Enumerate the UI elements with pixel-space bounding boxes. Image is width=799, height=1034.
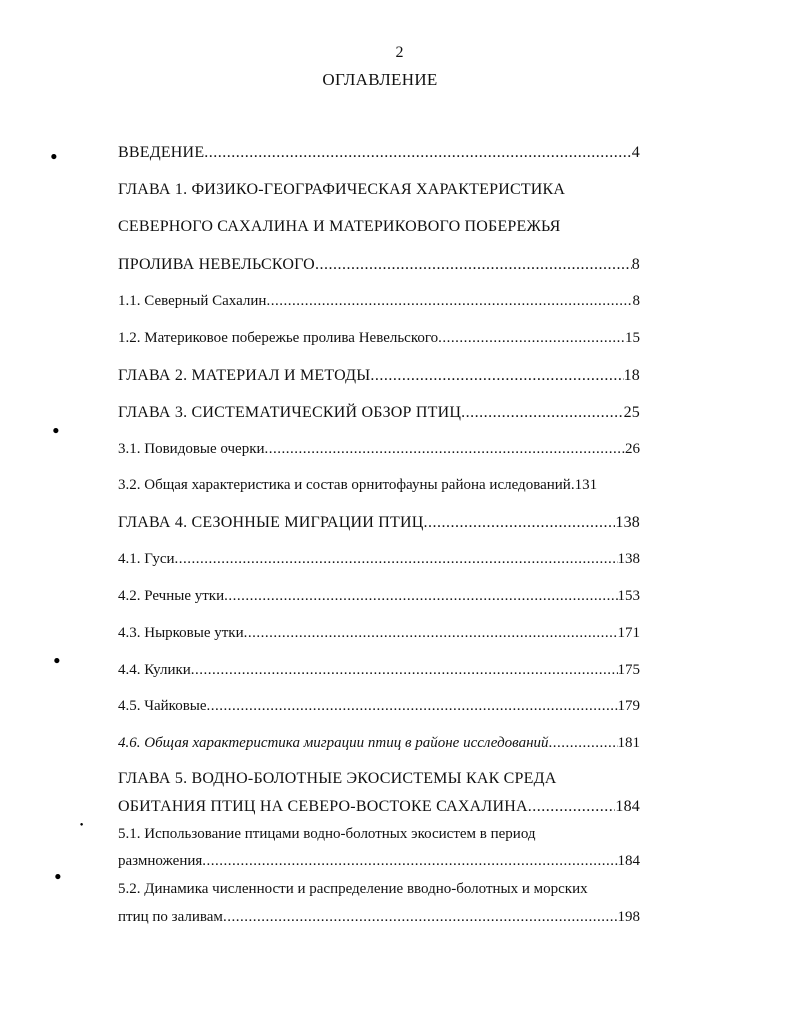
toc-entry-label: ГЛАВА 3. СИСТЕМАТИЧЕСКИЙ ОБЗОР ПТИЦ [118, 404, 462, 421]
toc-entry-label: 3.2. Общая характеристика и состав орнитофауны района иследований. [118, 477, 575, 493]
toc-chapter-5[interactable] [118, 798, 640, 816]
toc-page-number: 18 [623, 367, 640, 384]
toc-chapter-1-line-2[interactable]: СЕВЕРНОГО САХАЛИНА И МАТЕРИКОВОГО ПОБЕРЕЖЬЯ [118, 218, 561, 235]
toc-page-number: 138 [615, 514, 640, 531]
toc-section-5-1-line-1[interactable]: 5.1. Использование птицами водно-болотных экосистем в период [118, 826, 536, 842]
toc-section-3-2[interactable] [118, 477, 640, 494]
toc-page-number: 25 [623, 404, 640, 421]
toc-entry-label: 1.2. Материковое побережье пролива Невельского [118, 330, 439, 346]
toc-entry-label: ПРОЛИВА НЕВЕЛЬСКОГО [118, 256, 315, 273]
dot-leader [423, 514, 615, 532]
toc-page-number: 198 [617, 909, 640, 925]
dot-leader [202, 853, 617, 870]
toc-section-4-5[interactable] [118, 698, 640, 715]
toc-entry-label: 4.1. Гуси [118, 551, 175, 567]
toc-page-number: 8 [631, 256, 640, 273]
toc-chapter-4[interactable] [118, 514, 640, 532]
toc-section-1-1[interactable] [118, 293, 640, 310]
toc-page-number: 181 [617, 735, 640, 751]
toc-entry-label: размножения [118, 853, 203, 869]
scan-mark: ● [49, 422, 62, 438]
toc-section-4-3[interactable] [118, 625, 640, 642]
toc-section-3-1[interactable] [118, 441, 640, 458]
toc-entry-label: 3.1. Повидовые очерки [118, 441, 265, 457]
toc-section-5-2-line-1[interactable]: 5.2. Динамика численности и распределение вводно-болотных и морских [118, 881, 588, 897]
dot-leader [265, 441, 625, 458]
dot-leader [266, 293, 632, 310]
scan-mark: ● [50, 652, 63, 668]
toc-page-number: 171 [617, 625, 640, 641]
dot-leader [244, 625, 618, 642]
dot-leader [207, 698, 618, 715]
toc-entry-label: ГЛАВА 4. СЕЗОННЫЕ МИГРАЦИИ ПТИЦ [118, 514, 424, 531]
toc-section-5-2[interactable] [118, 909, 640, 926]
toc-entry-label: 4.2. Речные утки [118, 588, 225, 604]
toc-page-number: 15 [625, 330, 640, 346]
scan-mark: ● [47, 148, 60, 164]
toc-entry-label: ВВЕДЕНИЕ [118, 144, 205, 161]
toc-entry-introduction[interactable] [118, 144, 640, 162]
dot-leader [223, 909, 618, 926]
page-number: 2 [395, 44, 404, 61]
toc-entry-label: 4.5. Чайковые [118, 698, 207, 714]
toc-entry-label: птиц по заливам [118, 909, 223, 925]
toc-section-4-4[interactable] [118, 662, 640, 679]
toc-page-number: 184 [617, 853, 640, 869]
toc-section-5-1[interactable] [118, 853, 640, 870]
toc-entry-label: ОБИТАНИЯ ПТИЦ НА СЕВЕРО-ВОСТОКЕ САХАЛИНА [118, 798, 528, 815]
toc-page-number: 8 [632, 293, 640, 309]
toc-entry-label: ГЛАВА 2. МАТЕРИАЛ И МЕТОДЫ [118, 367, 371, 384]
toc-page-number: 184 [615, 798, 640, 815]
toc-chapter-1-line-1[interactable]: ГЛАВА 1. ФИЗИКО-ГЕОГРАФИЧЕСКАЯ ХАРАКТЕРИСТИКА [118, 181, 566, 198]
dot-leader [224, 588, 617, 605]
toc-chapter-5-line-1[interactable]: ГЛАВА 5. ВОДНО-БОЛОТНЫЕ ЭКОСИСТЕМЫ КАК СРЕДА [118, 770, 557, 787]
toc-entry-label: 4.3. Нырковые утки [118, 625, 244, 641]
toc-section-4-1[interactable] [118, 551, 640, 568]
toc-page-number: 4 [631, 144, 640, 161]
toc-chapter-2[interactable] [118, 367, 640, 385]
dot-leader [315, 256, 632, 274]
toc-page-number: 26 [625, 441, 640, 457]
toc-page-number: 153 [617, 588, 640, 604]
dot-leader [549, 735, 618, 752]
toc-chapter-1[interactable] [118, 256, 640, 274]
dot-leader [461, 404, 624, 422]
toc-page-number: 131 [574, 477, 598, 493]
page-title: ОГЛАВЛЕНИЕ [322, 70, 438, 89]
toc-page-number: 175 [617, 662, 640, 678]
scan-mark: ● [51, 868, 64, 884]
dot-leader [528, 798, 616, 816]
toc-page-number: 138 [617, 551, 640, 567]
dot-leader [438, 330, 625, 347]
toc-entry-label: 4.6. Общая характеристика миграции птиц в районе исследований [118, 735, 549, 751]
dot-leader [175, 551, 618, 568]
toc-entry-label: 1.1. Северный Сахалин [118, 293, 267, 309]
toc-chapter-3[interactable] [118, 404, 640, 422]
toc-page-number: 179 [617, 698, 640, 714]
toc-section-1-2[interactable] [118, 330, 640, 347]
scan-mark: ● [79, 821, 85, 829]
dot-leader [370, 367, 623, 385]
dot-leader [191, 662, 618, 679]
toc-section-4-2[interactable] [118, 588, 640, 605]
toc-section-4-6[interactable] [118, 735, 640, 752]
dot-leader [204, 144, 632, 162]
toc-entry-label: 4.4. Кулики [118, 662, 191, 678]
